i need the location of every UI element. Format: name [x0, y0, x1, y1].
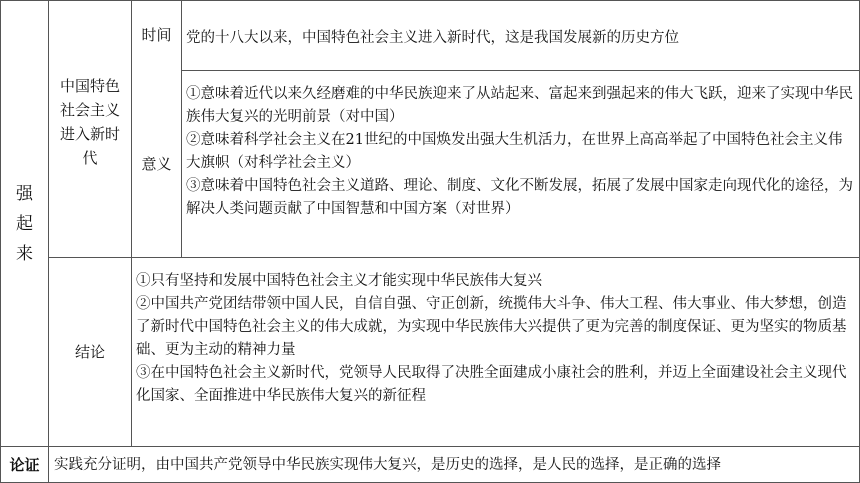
- meaning-list: [186, 83, 854, 221]
- divider-sublabel: [181, 0, 182, 257]
- divider-argument-row: [0, 446, 860, 447]
- meaning-item: ①意味着近代以来久经磨难的中华民族迎来了从站起来、富起来到强起来的伟大飞跃，迎来了实现中华民族伟大复兴的光明前景（对中国）: [186, 86, 853, 125]
- divider-time-row: [181, 70, 860, 71]
- era-label-line: 代: [82, 149, 98, 167]
- conclusion-label: 结论: [74, 342, 105, 361]
- section-label: [1, 1, 48, 446]
- conclusion-item: ③在中国特色社会主义新时代，党领导人民取得了决胜全面建成小康社会的胜利，并迈上全面建设社会主义现代化国家、全面推进中华民族伟大复兴的新征程: [136, 365, 847, 404]
- era-label-line: 社会主义: [59, 101, 120, 119]
- era-label: [49, 74, 131, 170]
- divider-era-row: [48, 257, 860, 258]
- argument-label: 论证: [9, 456, 40, 474]
- time-text: 党的十八大以来，中国特色社会主义进入新时代，这是我国发展新的历史方位: [186, 30, 679, 46]
- divider-argument-col: [48, 446, 49, 483]
- section-label-char: 强: [16, 183, 33, 204]
- conclusion-item: ①只有坚持和发展中国特色社会主义才能实现中华民族伟大复兴: [136, 273, 542, 289]
- era-label-line: 中国特色: [59, 77, 120, 95]
- meaning-item: ③意味着中国特色社会主义道路、理论、制度、文化不断发展，拓展了发展中国家走向现代化的途径，为解决人类问题贡献了中国智慧和中国方案（对世界）: [186, 178, 853, 217]
- conclusion-item: ②中国共产党团结带领中国人民，自信自强、守正创新，统揽伟大斗争、伟大工程、伟大事业、伟大梦想，创造了新时代中国特色社会主义的伟大成就，为实现中华民族伟大兴提供了更为完善的制度保证、更为坚实的物质基础、更为主动的精神力量: [136, 296, 847, 358]
- argument-text: 实践充分证明，由中国共产党领导中华民族实现伟大复兴，是历史的选择，是人民的选择，是正确的选择: [54, 457, 721, 473]
- time-label: 时间: [141, 26, 172, 44]
- section-label-char: 起: [16, 213, 33, 234]
- conclusion-list: [136, 270, 854, 408]
- era-label-line: 进入新时: [59, 125, 120, 143]
- meaning-item: ②意味着科学社会主义在21世纪的中国焕发出强大生机活力，在世界上高高举起了中国特色社会主义伟大旗帜（对科学社会主义）: [186, 132, 843, 171]
- meaning-label: 意义: [141, 154, 172, 173]
- section-label-char: 来: [16, 243, 33, 264]
- table-border-top: [0, 0, 860, 1]
